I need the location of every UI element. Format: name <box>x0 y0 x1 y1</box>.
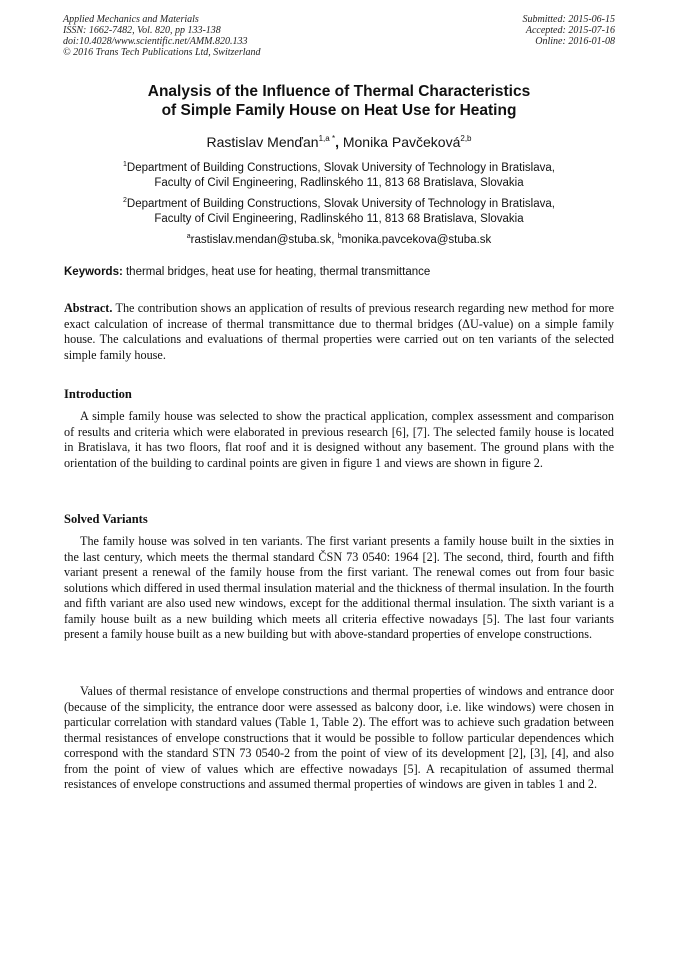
introduction-paragraph: A simple family house was selected to show the practical application, complex assessment and comparison of results and criteria which were elaborated in previous research [6], [7]. The selected family house is located in Bratislava, it has two floors, flat roof and it is designed without any basement. The ground plans with the orientation of the building to cardinal points are given in figure 1 and views are shown in figure 2. <box>64 409 614 470</box>
paper-title <box>60 82 618 120</box>
affiliation-1-line-1: Department of Building Constructions, Slovak University of Technology in Bratislava, <box>126 162 555 174</box>
abstract-label: Abstract. <box>64 301 113 315</box>
solved-variants-paragraph-2: Values of thermal resistance of envelope constructions and thermal properties of windows and entrance door (because of the simplicity, the entrance door were assessed as balcony door, i.e. like windows) were chosen in particular correlation with standard values (Table 1, Table 2). The effort was to achieve such gradation between thermal resistances of envelope constructions that it would be possible to follow particular dependences which correspond with the standard STN 73 0540-2 from the point of view of its development [2], [3], [4], and also from the point of view of values which are effective nowadays [5]. A recapitulation of assumed thermal resistances of envelope constructions and assumed thermal properties of windows are given in tables 1 and 2. <box>64 684 614 791</box>
title-line-1: Analysis of the Influence of Thermal Characteristics <box>147 83 531 100</box>
journal-info <box>63 14 261 58</box>
section-heading-introduction: Introduction <box>64 387 132 401</box>
author-2-affiliation: 2,b <box>460 134 472 143</box>
affiliation-2-line-2: Faculty of Civil Engineering, Radlinského 11, 813 68 Bratislava, Slovakia <box>154 213 524 225</box>
abstract-text: The contribution shows an application of results of previous research regarding new method for more exact calculation of increase of thermal transmittance due to thermal bridges (ΔU-value) on a simple family house. The calculations and evaluations of thermal properties were carried out on ten variants of the selected simple family house. <box>64 301 614 362</box>
issn-volume: ISSN: 1662-7482, Vol. 820, pp 133-138 <box>63 25 221 36</box>
affiliation-1-line-2: Faculty of Civil Engineering, Radlinského 11, 813 68 Bratislava, Slovakia <box>154 177 524 189</box>
author-1: Rastislav Menďan <box>206 134 319 150</box>
online-date: Online: 2016-01-08 <box>535 36 615 47</box>
author-list <box>60 130 618 151</box>
keywords-label: Keywords: <box>64 266 123 278</box>
author-separator: , <box>335 134 339 150</box>
journal-name: Applied Mechanics and Materials <box>63 14 199 25</box>
email-a: rastislav.mendan@stuba.sk, <box>190 234 338 246</box>
solved-variants-paragraph-1: The family house was solved in ten variants. The first variant presents a family house built in the sixties in the last century, which meets the thermal standard ČSN 73 0540: 1964 [2]. The second, third, fourth and fifth variant present a renewal of the family house from the first variant. The renewal comes out from four basic solutions which differed in used thermal insulation material and the thickness of thermal insulation. In the fourth and fifth variant are also used new windows, except for the additional thermal insulation. The sixth variant is a family house built as a new building which meets all criteria effective nowadays [5]. The last four variants present a family house built as a new building but with above-standard properties of envelope constructions. <box>64 534 614 641</box>
submission-dates <box>523 14 616 47</box>
email-b: monika.pavcekova@stuba.sk <box>341 234 492 246</box>
affiliation-1-marker: 1 <box>123 161 127 168</box>
copyright: © 2016 Trans Tech Publications Ltd, Switzerland <box>63 47 261 58</box>
email-a-marker: a <box>186 233 191 240</box>
accepted-date: Accepted: 2015-07-16 <box>525 25 615 36</box>
affiliation-1 <box>60 157 618 191</box>
submitted-date: Submitted: 2015-06-15 <box>522 14 615 25</box>
keywords-text: thermal bridges, heat use for heating, thermal transmittance <box>122 266 431 278</box>
author-emails <box>60 229 618 248</box>
affiliation-2-marker: 2 <box>123 197 127 204</box>
affiliation-2-line-1: Department of Building Constructions, Slovak University of Technology in Bratislava, <box>126 198 555 210</box>
email-b-marker: b <box>337 233 342 240</box>
doi: doi:10.4028/www.scientific.net/AMM.820.133 <box>63 36 248 47</box>
affiliation-2 <box>60 193 618 227</box>
author-1-affiliation: 1,a * <box>318 134 336 143</box>
title-line-2: of Simple Family House on Heat Use for Heating <box>161 102 517 119</box>
section-heading-solved-variants: Solved Variants <box>64 512 148 526</box>
abstract <box>64 301 614 363</box>
keywords <box>64 265 614 280</box>
author-2: Monika Pavčeková <box>342 134 461 150</box>
